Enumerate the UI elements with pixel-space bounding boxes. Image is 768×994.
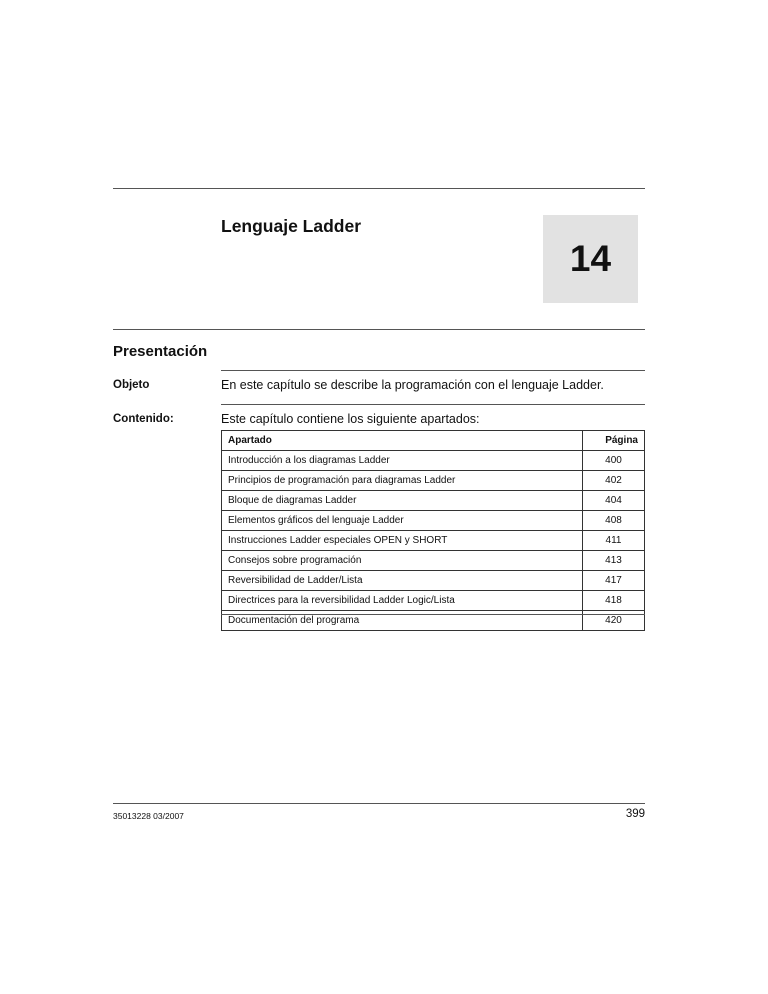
table-row [222,451,645,471]
topic-cell: Principios de programación para diagramas Ladder [222,471,583,491]
footer-doc-id: 35013228 03/2007 [113,811,184,821]
table-row [222,471,645,491]
section-rule [113,329,645,330]
topic-cell: Directrices para la reversibilidad Ladder Logic/Lista [222,591,583,611]
table-row [222,511,645,531]
contenido-label: Contenido: [113,413,174,425]
contents-table [221,430,645,631]
contenido-intro: Este capítulo contiene los siguiente apartados: [221,412,480,426]
page-cell: 404 [583,491,645,511]
top-rule [113,188,645,189]
table-row [222,531,645,551]
topic-cell: Reversibilidad de Ladder/Lista [222,571,583,591]
objeto-text: En este capítulo se describe la programación con el lenguaje Ladder. [221,378,604,392]
page-cell: 413 [583,551,645,571]
section-title: Presentación [113,343,208,360]
footer-page-number: 399 [625,808,645,820]
objeto-label: Objeto [113,379,150,391]
topic-cell: Consejos sobre programación [222,551,583,571]
page-cell: 411 [583,531,645,551]
page-cell: 402 [583,471,645,491]
chapter-title: Lenguaje Ladder [221,216,362,236]
page-cell: 418 [583,591,645,611]
table-end-rule [221,614,645,615]
table-header-row [222,431,645,451]
topic-cell: Introducción a los diagramas Ladder [222,451,583,471]
page-cell: 417 [583,571,645,591]
page-cell: 400 [583,451,645,471]
header-topic: Apartado [222,431,583,451]
page-cell: 408 [583,511,645,531]
table-row [222,591,645,611]
header-page: Página [583,431,645,451]
table-row [222,571,645,591]
topic-cell: Bloque de diagramas Ladder [222,491,583,511]
topic-cell: Instrucciones Ladder especiales OPEN y SHORT [222,531,583,551]
objeto-rule [221,370,645,371]
page-cell: 420 [583,611,645,631]
table-row [222,491,645,511]
chapter-number: 14 [543,215,638,303]
topic-cell: Elementos gráficos del lenguaje Ladder [222,511,583,531]
topic-cell: Documentación del programa [222,611,583,631]
footer-rule [113,803,645,804]
table-row [222,551,645,571]
contenido-rule [221,404,645,405]
